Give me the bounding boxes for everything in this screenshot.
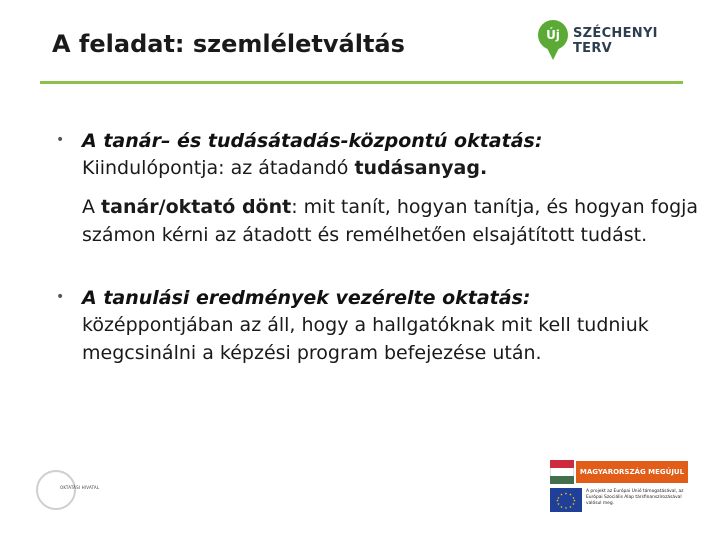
oh-logo-text: OKTATÁSI HIVATAL [60, 485, 100, 490]
svg-text:★: ★ [572, 496, 575, 500]
szechenyi-logo [534, 16, 694, 66]
hungary-renews-badge [550, 460, 690, 484]
svg-text:★: ★ [564, 506, 568, 510]
bullet-item-teacher-centered [56, 128, 706, 249]
bullet-item-outcome-based [56, 285, 706, 367]
eu-funding-note: A projekt az Európai Unió támogatásával, az Európai Szociális Alap társfinanszírozásával valósul meg. [586, 489, 684, 506]
bullet-paragraph [82, 193, 706, 249]
svg-text:★: ★ [569, 492, 572, 497]
svg-text:★: ★ [557, 502, 560, 506]
hungarian-flag-icon [550, 460, 574, 484]
bullet-heading: A tanulási eredmények vezérelte oktatás: [82, 287, 531, 309]
bullet-text-bold: tudásanyag. [354, 157, 488, 179]
oh-circle-icon [36, 470, 76, 510]
bullet-text-bold: tanár/oktató dönt [101, 196, 292, 218]
bullet-paragraph: középpontjában az áll, hogy a hallgatóknak mit kell tudniuk megcsinálni a képzési program befejezése után. [82, 314, 649, 364]
svg-text:★: ★ [572, 502, 575, 506]
logo-text: SZÉCHENYI TERV [573, 26, 658, 56]
bullet-dot-icon: • [56, 289, 65, 305]
bullet-text: A [82, 196, 102, 218]
svg-text:★: ★ [564, 491, 568, 496]
bullet-text: : mit tanít, hogyan tanítja, és hogyan fogja számon kérni az átadott és remélhetően elsajátított tudást. [82, 196, 699, 246]
bullet-dot-icon: • [56, 132, 65, 148]
hu-banner-text: MAGYARORSZÁG MEGÚJUL [576, 461, 688, 483]
title-rule [40, 81, 683, 84]
bullet-list [56, 128, 706, 367]
svg-text:★: ★ [560, 505, 563, 509]
logo-badge-tail [547, 48, 559, 60]
bullet-heading: A tanár– és tudásátadás-központú oktatás: [82, 130, 543, 152]
slide-title: A feladat: szemléletváltás [52, 30, 405, 58]
svg-text:★: ★ [573, 498, 576, 503]
svg-text:★: ★ [569, 505, 572, 509]
bullet-paragraph [82, 154, 706, 182]
svg-text:★: ★ [560, 492, 563, 497]
svg-text:★: ★ [557, 496, 560, 500]
bullet-text: Kiindulópontja: az átadandó [82, 157, 355, 179]
svg-text:★: ★ [556, 498, 559, 503]
eu-funding-badge [550, 488, 690, 514]
eu-flag-icon [550, 488, 582, 512]
oktatasi-hivatal-logo [36, 470, 126, 510]
logo-badge-icon: Új [538, 20, 568, 50]
